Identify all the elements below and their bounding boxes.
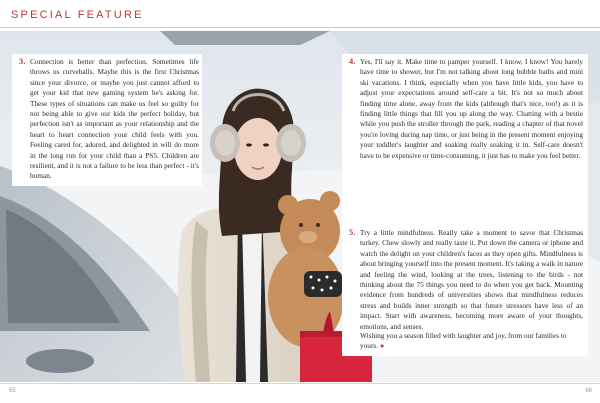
tip-item-4 [349, 57, 583, 161]
closing-paragraph [349, 331, 583, 352]
tip-box-left [12, 54, 202, 186]
header-rule [0, 27, 600, 28]
tip-box-right [342, 54, 588, 356]
tip-number: 5. [349, 228, 356, 237]
closing-text: Wishing you a season filled with laughter and joy, from our families to yours. [360, 331, 567, 351]
tip-number: 4. [349, 57, 356, 66]
tip-text: Connection is better than perfection. Sometimes life throws us curveballs. Maybe this is the first Christmas since your divorce, or maybe you just cannot afford to get your kid that new gaming system he's asking for. These types of situations can make us feel so guilty for not being able to give our kids the perfect holiday, but perfection isn't as important as your relationship and the heart to heart connection your child feels with you. Feeling cared for, adored, and delighted in will do more in the long run for your child than a PS5. Children are resilient, and it is not a failure to be less than perfect - it's human. [30, 57, 199, 181]
tip-item-5 [349, 228, 583, 332]
tip-text: Yes, I'll say it. Make time to pamper yourself. I know, I know! You barely have time to shower, but I'm not talking about long bubble baths and mini ski vacations. I think, especially when you have little kids, you have to adjust your expectations around self-care a bit. It's not so much about finding time alone, away from the kids (although that's nice, too!) as it is finding little things that fill you up along the way. Chatting with a bestie while you push the stroller through the park, reading a chapter of that novel you're loving during nap time, or just being in the present moment enjoying your toddler's laughter and soaking really soaking it in. Self-care doesn't have to be expensive or time-consuming, it just has to make you feel better. [360, 57, 583, 160]
tip-number: 3. [19, 57, 26, 66]
section-title: SPECIAL FEATURE [11, 9, 144, 21]
page-number-left: 65 [9, 388, 16, 394]
page-header [0, 0, 600, 30]
tip-text: Try a little mindfulness. Really take a moment to savor that Christmas turkey. Chew slowly and really taste it. Put down the camera or iphone and watch the delight on your children's faces as they open gifts. Mindfulness is about bringing yourself into the present moment. It's taking a walk in nature and feeling the wind, looking at the trees, listening to the birds - not thinking about the 75 things you need to do when you get back. Mounting evidence from hundreds of universities shows that mindfulness reduces stress and builds inner strength so that future stressors have less of an impact. Start with awareness, becoming more aware of your thoughts, emotions, and senses. [360, 228, 583, 331]
tip-item-3 [19, 57, 199, 182]
page-number-right: 66 [585, 388, 592, 394]
footer-rule [0, 383, 600, 384]
end-mark-icon: ● [379, 341, 385, 351]
